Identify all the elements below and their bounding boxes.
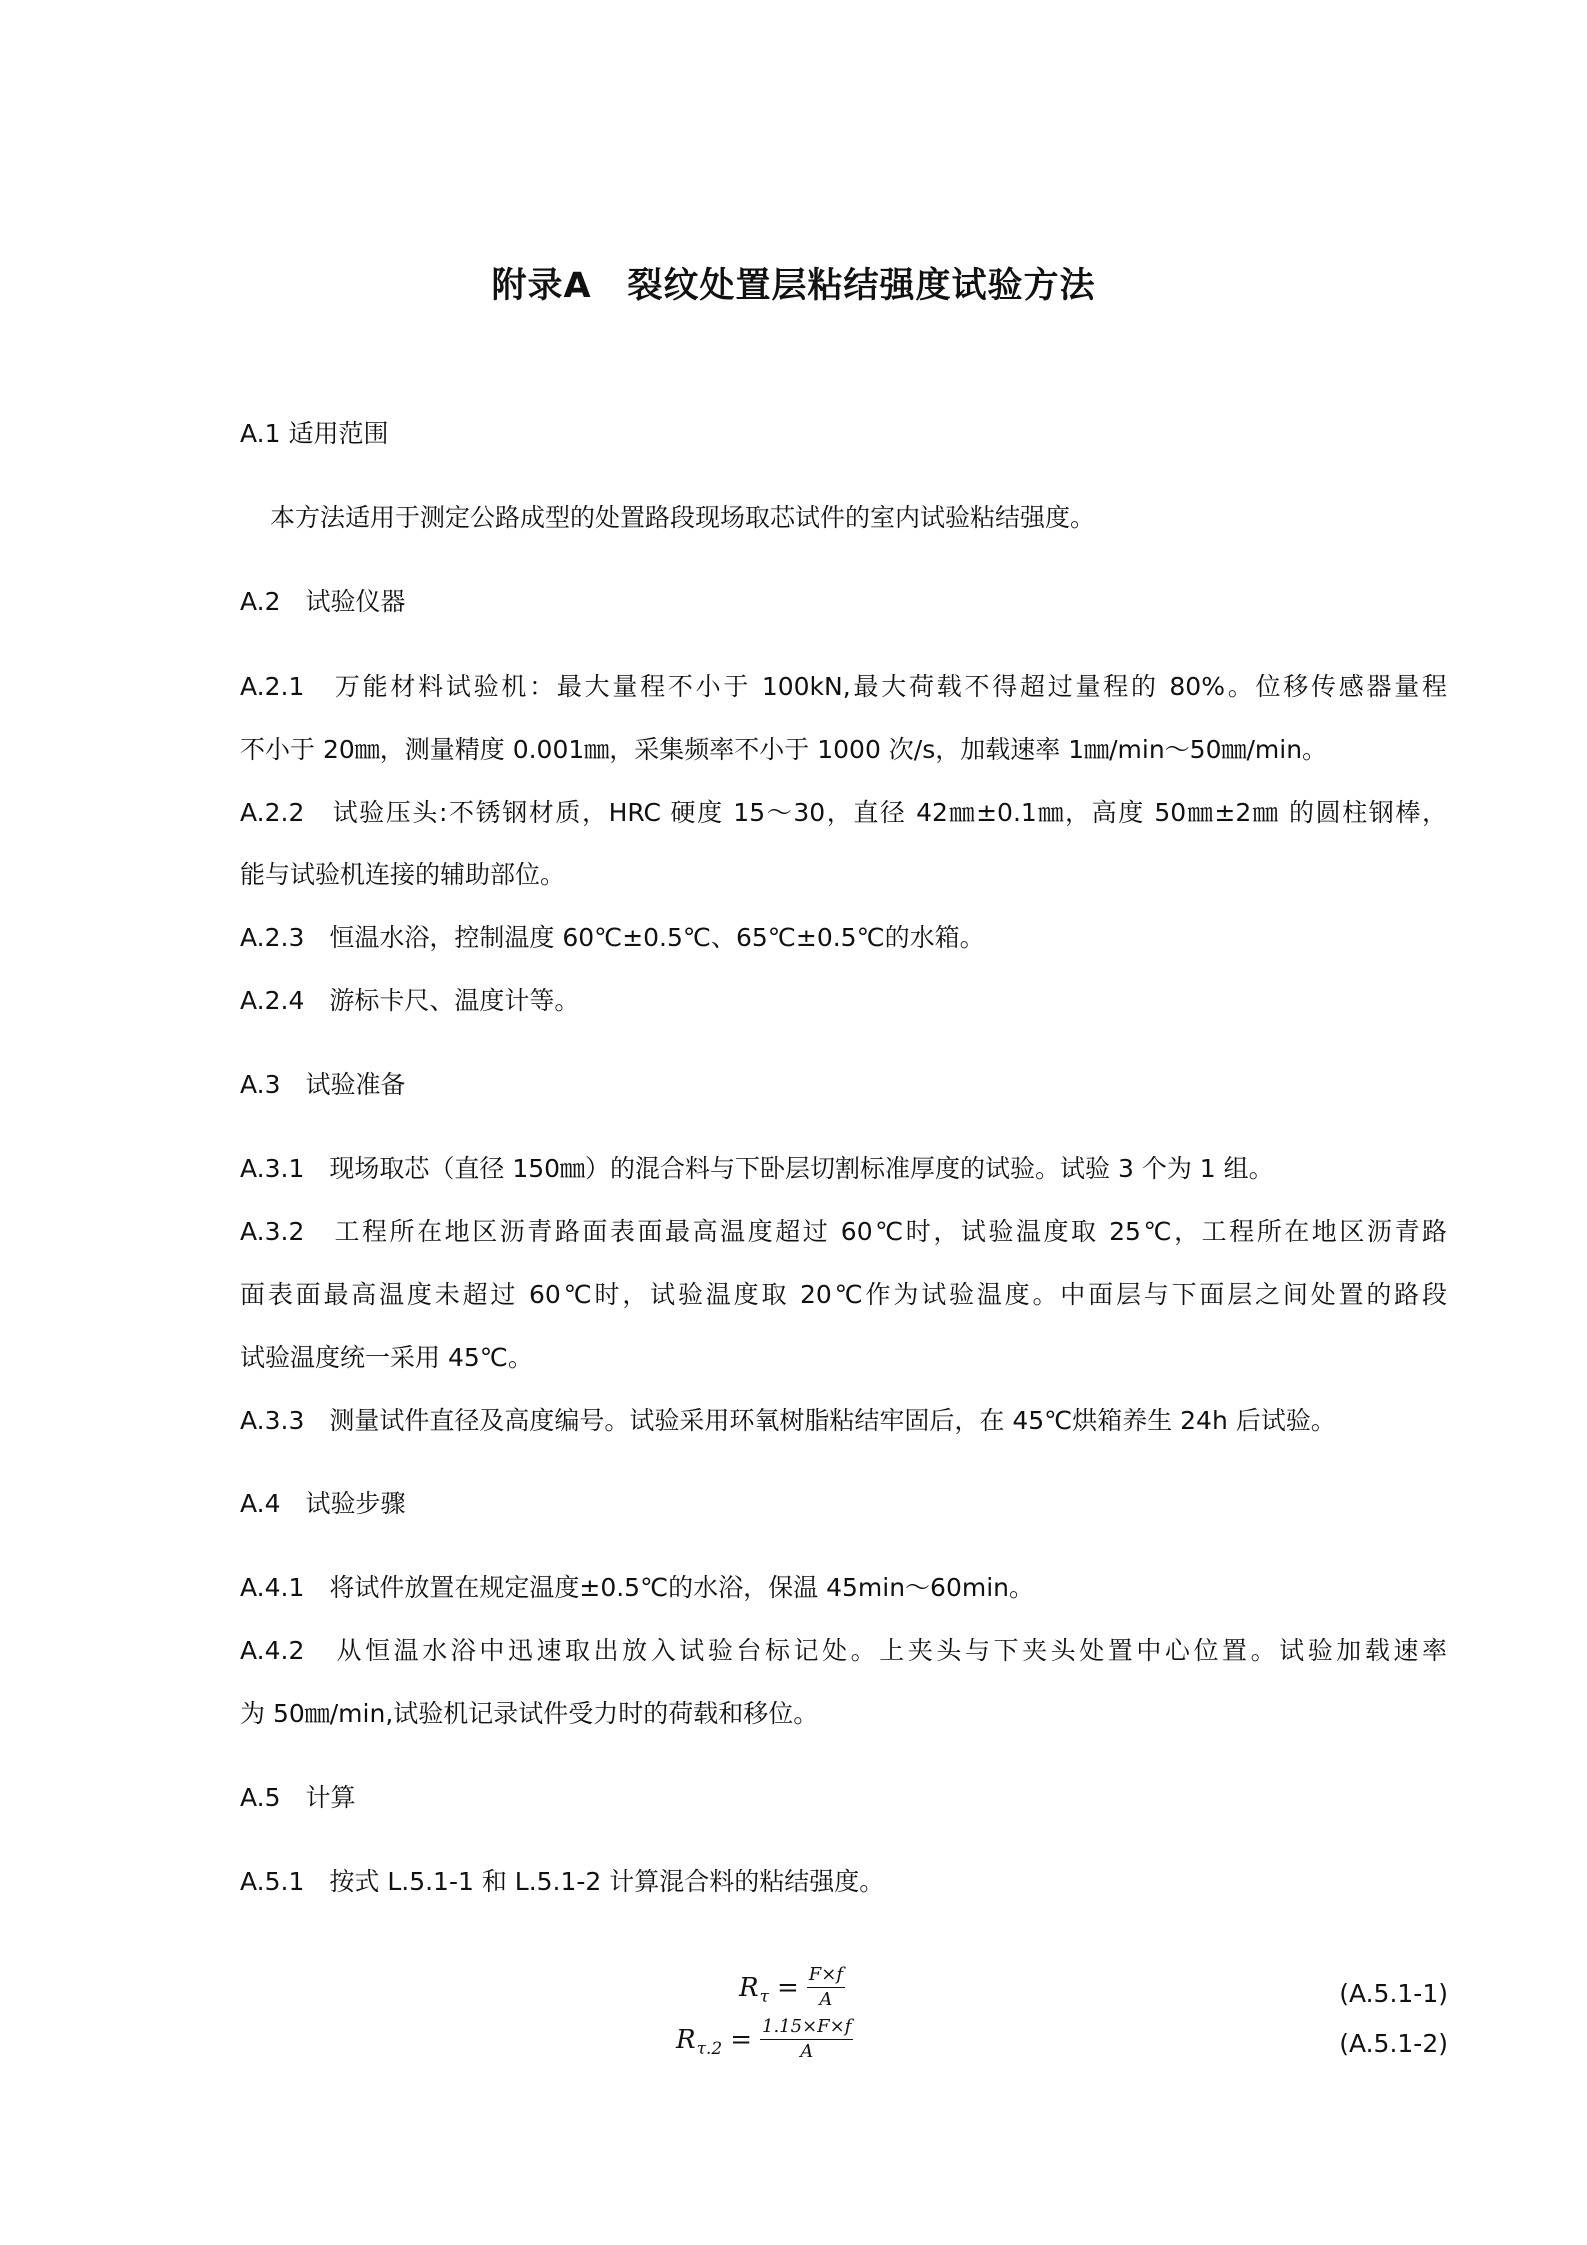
section-heading-a3: A.3 试验准备 bbox=[240, 1070, 406, 1099]
formula-a5-1-2 bbox=[676, 2016, 853, 2063]
formula-number-a5-1-2: (A.5.1-2) bbox=[1339, 2029, 1448, 2058]
paragraph-scope: 本方法适用于测定公路成型的处置路段现场取芯试件的室内试验粘结强度。 bbox=[270, 503, 1096, 532]
formula-equals: = bbox=[776, 1972, 799, 2003]
clause-a3-1: A.3.1 现场取芯（直径 150㎜）的混合料与下卧层切割标准厚度的试验。试验 3 个为 1 组。 bbox=[240, 1154, 1274, 1183]
clause-a2-3: A.2.3 恒温水浴，控制温度 60℃±0.5℃、65℃±0.5℃的水箱。 bbox=[240, 923, 985, 952]
clause-a2-2-line2: 能与试验机连接的辅助部位。 bbox=[240, 860, 566, 889]
clause-a5-1: A.5.1 按式 L.5.1-1 和 L.5.1-2 计算混合料的粘结强度。 bbox=[240, 1867, 885, 1896]
clause-a2-1-line1: A.2.1 万能材料试验机：最大量程不小于 100kN,最大荷载不得超过量程的 80%。位移传感器量程 bbox=[240, 672, 1447, 701]
clause-a2-1-line2: 不小于 20㎜，测量精度 0.001㎜，采集频率不小于 1000 次/s，加载速率 1㎜/min～50㎜/min。 bbox=[240, 735, 1328, 764]
formula-subscript: τ.2 bbox=[696, 2038, 723, 2059]
section-heading-a1: A.1 适用范围 bbox=[240, 419, 389, 448]
section-heading-a4: A.4 试验步骤 bbox=[240, 1489, 406, 1518]
clause-a2-4: A.2.4 游标卡尺、温度计等。 bbox=[240, 986, 580, 1015]
formula-numerator: 1.15×F×f bbox=[760, 2016, 853, 2040]
formula-number-a5-1-1: (A.5.1-1) bbox=[1339, 1979, 1448, 2008]
formula-a5-1-1 bbox=[739, 1964, 845, 2011]
page-title: 附录A 裂纹处置层粘结强度试验方法 bbox=[491, 266, 1096, 306]
formula-denominator: A bbox=[819, 1989, 833, 2010]
clause-a4-2-line1: A.4.2 从恒温水浴中迅速取出放入试验台标记处。上夹头与下夹头处置中心位置。试验加载速率 bbox=[240, 1636, 1447, 1665]
clause-a3-2-line1: A.3.2 工程所在地区沥青路面表面最高温度超过 60℃时，试验温度取 25℃，工程所在地区沥青路 bbox=[240, 1217, 1447, 1246]
clause-a2-2-line1: A.2.2 试验压头:不锈钢材质，HRC 硬度 15～30，直径 42㎜±0.1㎜，高度 50㎜±2㎜ 的圆柱钢棒， bbox=[240, 798, 1447, 827]
clause-a3-3: A.3.3 测量试件直径及高度编号。试验采用环氧树脂粘结牢固后，在 45℃烘箱养生 24h 后试验。 bbox=[240, 1406, 1336, 1435]
formula-equals: = bbox=[730, 2024, 752, 2055]
formula-symbol: R bbox=[676, 2024, 696, 2055]
formula-denominator: A bbox=[800, 2041, 814, 2062]
section-heading-a2: A.2 试验仪器 bbox=[240, 587, 406, 616]
clause-a4-1: A.4.1 将试件放置在规定温度±0.5℃的水浴，保温 45min～60min。 bbox=[240, 1573, 1035, 1602]
formula-fraction bbox=[807, 1964, 845, 2011]
formula-symbol: R bbox=[739, 1972, 759, 2003]
formula-subscript: τ bbox=[759, 1986, 769, 2007]
clause-a3-2-line2: 面表面最高温度未超过 60℃时，试验温度取 20℃作为试验温度。中面层与下面层之间处置的路段 bbox=[240, 1280, 1447, 1309]
formula-fraction bbox=[760, 2016, 853, 2063]
clause-a4-2-line2: 为 50㎜/min,试验机记录试件受力时的荷载和移位。 bbox=[240, 1699, 819, 1728]
section-heading-a5: A.5 计算 bbox=[240, 1783, 356, 1812]
clause-a3-2-line3: 试验温度统一采用 45℃。 bbox=[240, 1343, 533, 1372]
formula-numerator: F×f bbox=[807, 1964, 845, 1988]
